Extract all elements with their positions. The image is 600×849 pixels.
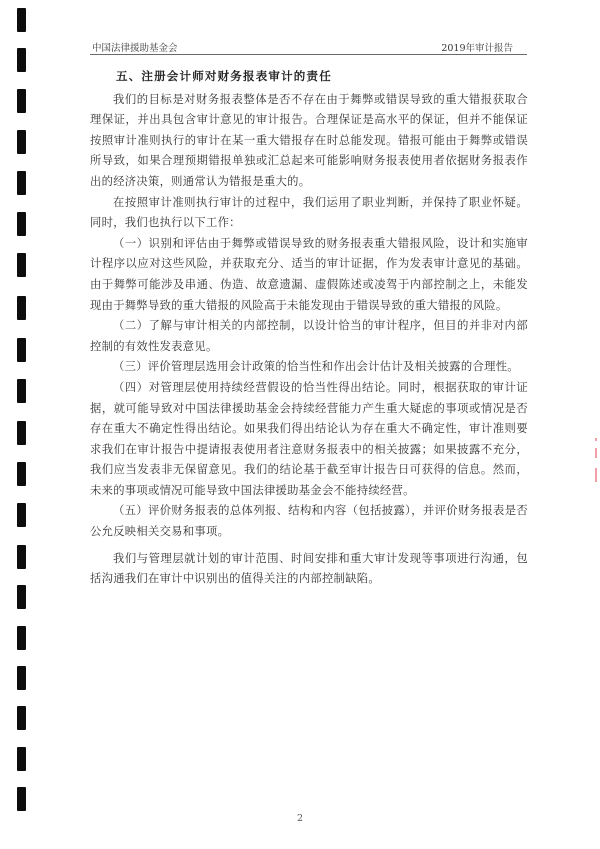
binding-mark — [17, 89, 26, 113]
paragraph-item-1: （一）识别和评估由于舞弊或错误导致的财务报表重大错报风险，设计和实施审计程序以应对这些风险，并获取充分、适当的审计证据，作为发表审计意见的基础。由于舞弊可能涉及串通、伪造、故意遗漏、虚假陈述或凌驾于内部控制之上，未能发现由于舞弊导致的重大错报的风险高于未能发现由于错误导致的重大错报的风险。 — [90, 236, 528, 312]
binding-mark — [17, 503, 26, 527]
binding-mark — [17, 626, 26, 650]
header-report-title: 2019年审计报告 — [441, 43, 513, 54]
document-body — [90, 66, 528, 590]
binding-mark — [17, 338, 26, 362]
binding-mark — [17, 421, 26, 445]
binding-mark — [17, 379, 26, 403]
binding-mark — [17, 666, 26, 690]
binding-mark — [17, 545, 26, 569]
paragraph-objective: 我们的目标是对财务报表整体是否不存在由于舞弊或错误导致的重大错报获取合理保证，并出具包含审计意见的审计报告。合理保证是高水平的保证，但并不能保证按照审计准则执行的审计在某一重大错报存在时总能发现。错报可能由于舞弊或错误所导致，如果合理预期错报单独或汇总起来可能影响财务报表使用者依据财务报表作出的经济决策，则通常认为错报是重大的。 — [90, 92, 528, 188]
paragraph-item-2: （二）了解与审计相关的内部控制，以设计恰当的审计程序，但目的并非对内部控制的有效性发表意见。 — [90, 319, 528, 353]
section-heading: 五、注册会计师对财务报表审计的责任 — [116, 69, 332, 83]
page-header — [90, 38, 527, 55]
binding-mark — [17, 130, 26, 154]
binding-mark — [17, 787, 26, 811]
header-organization: 中国法律援助基金会 — [92, 43, 178, 54]
binding-mark — [17, 171, 26, 195]
binding-mark — [17, 462, 26, 486]
paragraph-item-5: （五）评价财务报表的总体列报、结构和内容（包括披露），并评价财务报表是否公允反映相关交易和事项。 — [90, 504, 528, 539]
binding-mark — [17, 48, 26, 72]
binding-mark — [17, 212, 26, 236]
paragraph-item-4: （四）对管理层使用持续经营假设的恰当性得出结论。同时，根据获取的审计证据，就可能导致对中国法律援助基金会持续经营能力产生重大疑虑的事项或情况是否存在重大不确定性得出结论。如果我们得出结论认为存在重大不确定性，审计准则要求我们在审计报告中提请报表使用者注意财务报表中的相关披露；如果披露不充分，我们应当发表非无保留意见。我们的结论基于截至审计报告日可获得的信息。然而，未来的事项或情况可能导致中国法律援助基金会不能持续经营。 — [90, 380, 528, 497]
binding-mark — [17, 585, 26, 609]
paragraph-item-3: （三）评价管理层选用会计政策的恰当性和作出会计估计及相关披露的合理性。 — [113, 360, 519, 374]
binding-mark — [17, 253, 26, 277]
seal-trace — [595, 438, 597, 484]
paragraph-professional-judgment: 在按照审计准则执行审计的过程中，我们运用了职业判断，并保持了职业怀疑。同时，我们也执行以下工作： — [90, 195, 528, 230]
binding-mark — [17, 706, 26, 730]
binding-mark — [17, 8, 26, 32]
binding-hole-marks — [17, 0, 27, 849]
binding-mark — [17, 747, 26, 771]
page-number: 2 — [296, 813, 304, 824]
binding-mark — [17, 296, 26, 320]
paragraph-communication: 我们与管理层就计划的审计范围、时间安排和重大审计发现等事项进行沟通，包括沟通我们在审计中识别出的值得关注的内部控制缺陷。 — [90, 551, 528, 586]
